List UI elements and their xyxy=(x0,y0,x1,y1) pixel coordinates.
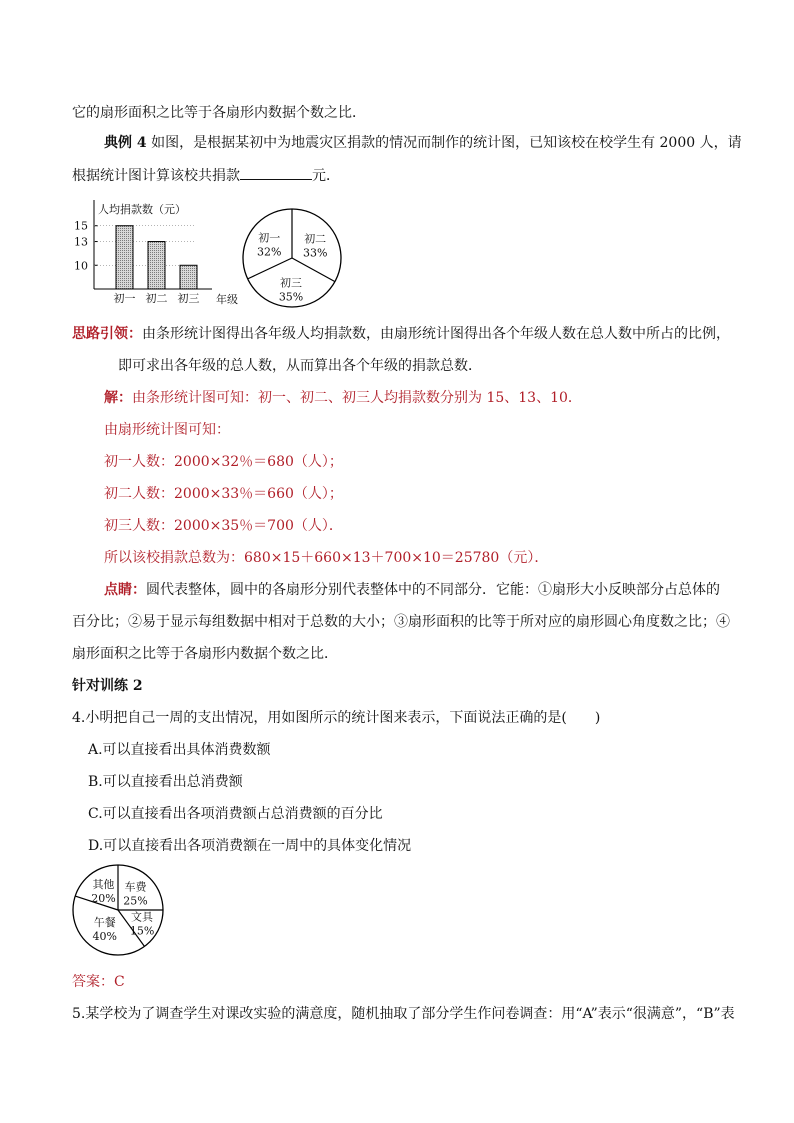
bar xyxy=(180,265,197,289)
y-tick-label: 10 xyxy=(74,259,88,273)
pie-slice-label: 初一 xyxy=(258,231,281,245)
y-tick-label: 13 xyxy=(74,235,88,249)
bar xyxy=(148,242,165,289)
chart-title: 人均捐款数（元） xyxy=(98,203,186,216)
note-label: 点睛： xyxy=(104,582,146,598)
solution-text: 由条形统计图可知：初一、初二、初三人均捐款数分别为 15、13、10． xyxy=(132,390,582,406)
example-4-line2 xyxy=(72,166,340,185)
pie-slice-value: 33% xyxy=(302,246,328,260)
example-text: 如图，是根据某初中为地震灾区捐款的情况而制作的统计图，已知该校在校学生有 2000 人，请 xyxy=(151,135,742,151)
pie-slice-value: 32% xyxy=(257,245,282,259)
solution-line-6: 所以该校捐款总数为：680×15＋660×13＋700×10＝25780（元）． xyxy=(104,550,549,566)
text-line: 它的扇形面积之比等于各扇形内数据个数之比． xyxy=(72,105,366,121)
x-tick-label: 初一 xyxy=(113,292,136,305)
x-axis-label: 年级 xyxy=(216,293,238,306)
bar-chart xyxy=(66,198,244,310)
option-a: A.可以直接看出具体消费数额 xyxy=(88,742,271,758)
pie-slice-value: 40% xyxy=(92,930,118,944)
pie-chart-expenses xyxy=(68,862,172,958)
pie-slice-label: 午餐 xyxy=(93,916,116,930)
pie-slice-value: 35% xyxy=(278,290,304,304)
question-4 xyxy=(72,709,600,727)
solution-label: 解： xyxy=(104,390,132,406)
option-c: C.可以直接看出各项消费额占总消费额的百分比 xyxy=(88,806,383,822)
solution-line-3: 初一人数：2000×32％＝680（人）； xyxy=(104,454,343,470)
training-title: 针对训练 2 xyxy=(72,678,143,694)
example-text-2b: 元． xyxy=(312,168,340,184)
option-d: D.可以直接看出各项消费额在一周中的具体变化情况 xyxy=(88,838,412,854)
solution-line-5: 初三人数：2000×35％＝700（人）． xyxy=(104,518,343,534)
question-4-paren: ) xyxy=(594,710,601,726)
example-4-line xyxy=(104,134,742,152)
hint-line-2: 即可求出各年级的总人数，从而算出各个年级的捐款总数． xyxy=(118,358,482,374)
note-line xyxy=(104,581,720,599)
answer-line: 答案：C xyxy=(72,974,125,990)
y-tick-label: 15 xyxy=(74,219,88,233)
example-text-2a: 根据统计图计算该校共捐款 xyxy=(72,168,240,184)
pie-slice-label: 车费 xyxy=(124,880,147,894)
pie-slice-value: 25% xyxy=(123,894,148,908)
pie-slice-value: 20% xyxy=(91,891,116,905)
x-tick-label: 初二 xyxy=(145,292,168,305)
note-line-2: 百分比；②易于显示每组数据中相对于总数的大小；③扇形面积的比等于所对应的扇形圆心角度数之比；④ xyxy=(72,614,730,630)
note-line-3: 扇形面积之比等于各扇形内数据个数之比． xyxy=(72,646,338,662)
pie-slice-label: 其他 xyxy=(92,877,115,891)
x-tick-label: 初三 xyxy=(177,292,200,305)
pie-slice-value: 15% xyxy=(129,924,155,938)
hint-label: 思路引领： xyxy=(72,326,142,342)
hint-text: 由条形统计图得出各年级人均捐款数，由扇形统计图得出各个年级人数在总人数中所占的比例， xyxy=(142,326,730,342)
question-4-text: 4.小明把自己一周的支出情况，用如图所示的统计图来表示，下面说法正确的是( xyxy=(72,710,567,726)
solution-line-4: 初二人数：2000×33％＝660（人）； xyxy=(104,486,343,502)
question-5: 5.某学校为了调查学生对课改实验的满意度，随机抽取了部分学生作问卷调查：用“A”表示“很满意”，“B”表 xyxy=(72,1006,735,1022)
pie-slice-label: 文具 xyxy=(131,910,154,924)
hint-line xyxy=(72,325,730,343)
solution-line-2: 由扇形统计图可知： xyxy=(104,422,230,438)
pie-slice-label: 初二 xyxy=(304,232,327,246)
answer-blank xyxy=(240,166,312,180)
pie-chart-grades xyxy=(238,206,348,310)
pie-slice-label: 初三 xyxy=(280,276,303,290)
bar xyxy=(116,226,133,289)
option-b: B.可以直接看出总消费额 xyxy=(88,774,243,790)
solution-line xyxy=(104,389,582,407)
example-label: 典例 4 xyxy=(104,135,147,151)
note-text: 圆代表整体，圆中的各扇形分别代表整体中的不同部分．它能：①扇形大小反映部分占总体的 xyxy=(146,582,720,598)
